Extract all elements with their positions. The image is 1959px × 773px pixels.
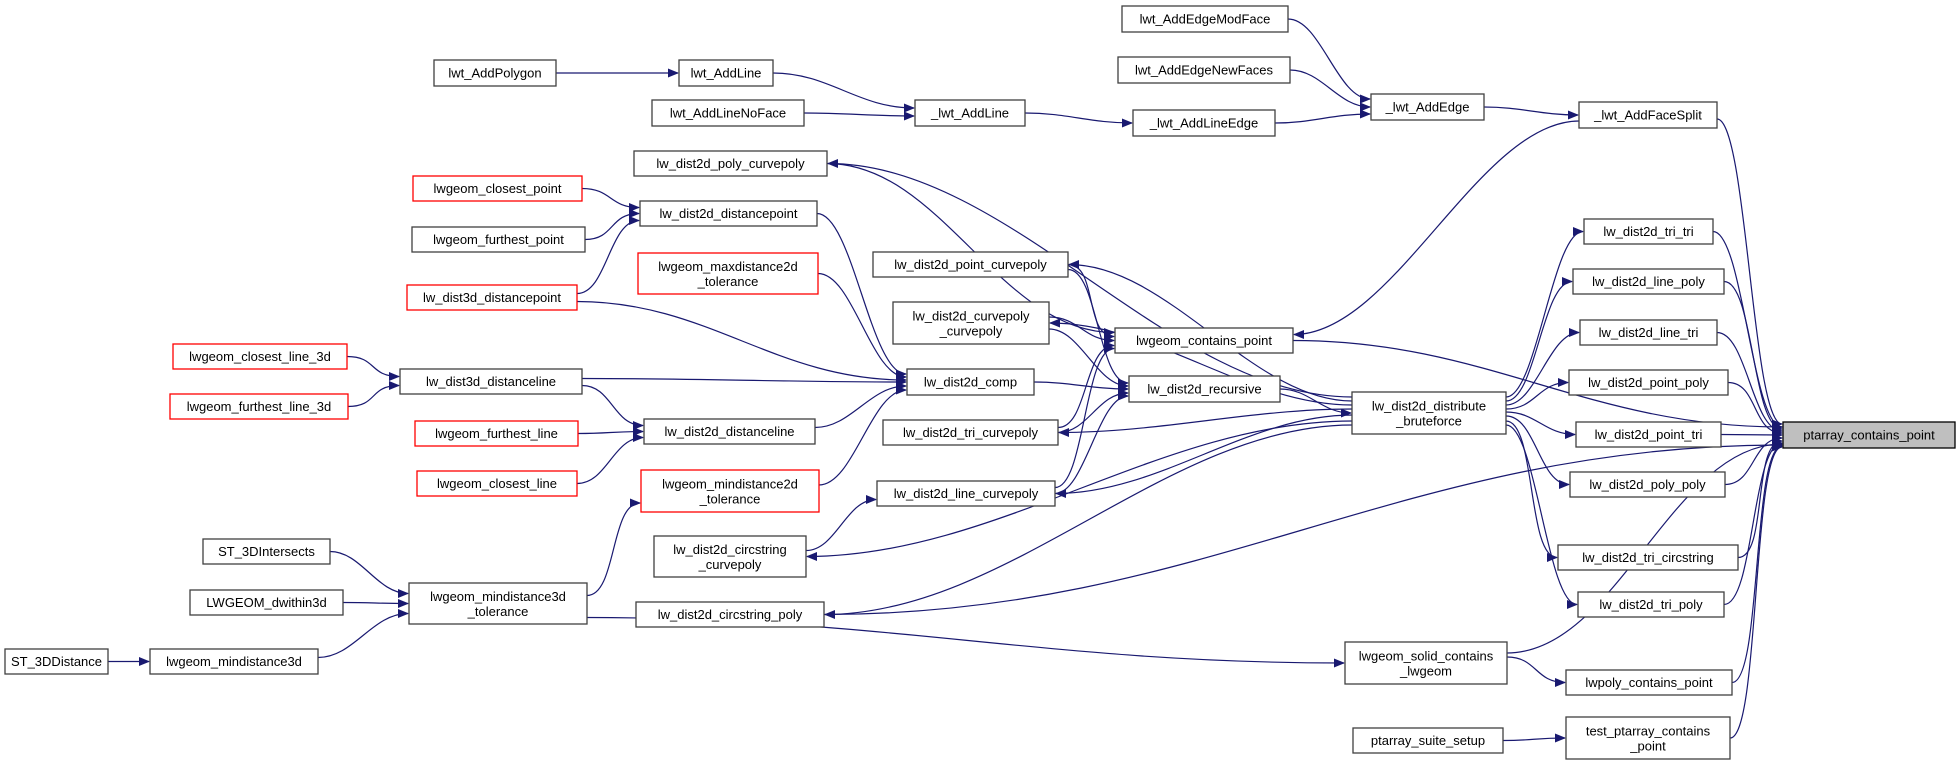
lw_dist3d_distancepoint-node[interactable] [407, 285, 577, 310]
lwgeom_mindistance3d_tolerance-label: lwgeom_mindistance3d _tolerance [430, 589, 566, 619]
edge-lwpoly_contains_point-to-ptarray_contains_point [1732, 446, 1782, 683]
test_ptarray_contains_point-label: test_ptarray_contains _point [1585, 723, 1711, 754]
lwgeom_mindistance3d-node[interactable] [150, 649, 318, 674]
LWGEOM_dwithin3d-node[interactable] [190, 590, 343, 615]
lw_dist3d_distancepoint-label: lw_dist3d_distancepoint [422, 290, 562, 305]
lw_dist2d_distancepoint-node[interactable] [640, 201, 817, 226]
ST_3DDistance-node[interactable] [5, 649, 108, 674]
_lwt_AddEdge-node[interactable] [1371, 94, 1484, 120]
lwgeom_contains_point-label: lwgeom_contains_point [1136, 333, 1272, 348]
edge-_lwt_AddLineEdge-to-_lwt_AddEdge [1275, 114, 1370, 123]
lwt_AddPolygon-node[interactable] [434, 60, 556, 86]
lw_dist2d_circstring_curvepoly-label: lw_dist2d_circstring _curvepoly [673, 542, 787, 572]
edge-lwgeom_furthest_line_3d-to-lw_dist3d_distanceline [348, 386, 399, 407]
edge-lw_dist2d_circstring_poly-to-ptarray_contains_point [824, 445, 1782, 615]
lw_dist2d_point_poly-label: lw_dist2d_point_poly [1588, 375, 1709, 390]
edge-_lwt_AddEdge-to-_lwt_AddFaceSplit [1484, 107, 1578, 115]
edge-lwgeom_solid_contains_lwgeom-to-lwpoly_contains_point [1507, 657, 1565, 683]
lwt_AddPolygon-label: lwt_AddPolygon [448, 65, 542, 81]
edge-lwgeom_closest_line-to-lw_dist2d_distanceline [577, 438, 643, 484]
test_ptarray_contains_point-node[interactable] [1566, 717, 1730, 759]
lw_dist2d_poly_poly-node[interactable] [1570, 472, 1725, 497]
lw_dist2d_recursive-node[interactable] [1129, 376, 1280, 402]
ST_3DIntersects-label: ST_3DIntersects [218, 544, 315, 559]
edge-lwgeom_closest_line_3d-to-lw_dist3d_distanceline [347, 357, 399, 377]
edge-lw_dist2d_distribute_bruteforce-to-lw_dist2d_tri_poly [1506, 425, 1577, 605]
ST_3DDistance-label: ST_3DDistance [10, 654, 103, 669]
lwgeom_mindistance2d_tolerance-node[interactable] [641, 470, 819, 512]
lwgeom_contains_point-node[interactable] [1115, 328, 1293, 353]
lw_dist2d_tri_circstring-label: lw_dist2d_tri_circstring [1582, 550, 1714, 565]
edge-lw_dist2d_distribute_bruteforce-to-lw_dist2d_poly_curvepoly [828, 164, 1352, 398]
_lwt_AddLine-node[interactable] [915, 100, 1025, 126]
_lwt_AddFaceSplit-node[interactable] [1579, 102, 1717, 128]
lw_dist2d_line_tri-node[interactable] [1580, 320, 1717, 345]
edge-lwt_AddLineNoFace-to-_lwt_AddLine [804, 113, 914, 116]
lwgeom_closest_line_3d-node[interactable] [173, 344, 347, 369]
lwgeom_maxdistance2d_tolerance-node[interactable] [638, 253, 818, 294]
lwt_AddEdgeNewFaces-node[interactable] [1118, 57, 1290, 83]
edge-lwgeom_closest_point-to-lw_dist2d_distancepoint [582, 189, 639, 208]
lw_dist2d_distribute_bruteforce-node[interactable] [1352, 392, 1506, 434]
edge-lw_dist3d_distancepoint-to-lw_dist2d_distancepoint [577, 221, 639, 294]
lwgeom_furthest_line_3d-node[interactable] [170, 394, 348, 419]
lwpoly_contains_point-node[interactable] [1566, 670, 1732, 695]
lwt_AddLine-node[interactable] [679, 60, 773, 86]
lw_dist2d_tri_poly-node[interactable] [1578, 592, 1724, 617]
lw_dist2d_point_tri-node[interactable] [1576, 422, 1721, 447]
LWGEOM_dwithin3d-label: LWGEOM_dwithin3d [206, 595, 327, 610]
lw_dist2d_point_curvepoly-label: lw_dist2d_point_curvepoly [894, 257, 1047, 272]
edge-lw_dist2d_tri_poly-to-ptarray_contains_point [1724, 443, 1782, 605]
lwt_AddEdgeNewFaces-label: lwt_AddEdgeNewFaces [1134, 62, 1274, 78]
lwgeom_mindistance2d_tolerance-label: lwgeom_mindistance2d _tolerance [662, 476, 798, 507]
edge-lwgeom_mindistance3d_tolerance-to-lwgeom_mindistance2d_tolerance [587, 503, 640, 596]
lw_dist2d_poly_poly-label: lw_dist2d_poly_poly [1589, 477, 1706, 492]
edge-lw_dist2d_comp-to-lw_dist2d_recursive [1034, 382, 1128, 389]
ptarray_suite_setup-label: ptarray_suite_setup [1370, 733, 1486, 748]
edge-lwt_AddEdgeNewFaces-to-_lwt_AddEdge [1290, 70, 1370, 107]
lw_dist2d_curvepoly_curvepoly-label: lw_dist2d_curvepoly _curvepoly [912, 308, 1030, 339]
lw_dist2d_tri_curvepoly-label: lw_dist2d_tri_curvepoly [902, 425, 1039, 440]
lw_dist2d_circstring_poly-label: lw_dist2d_circstring_poly [657, 607, 803, 622]
lwgeom_furthest_line-node[interactable] [415, 421, 578, 446]
ptarray_suite_setup-node[interactable] [1353, 728, 1503, 753]
lw_dist2d_recursive-label: lw_dist2d_recursive [1147, 381, 1262, 397]
lwgeom_closest_point-label: lwgeom_closest_point [433, 181, 562, 196]
edge-lw_dist2d_line_curvepoly-to-lw_dist2d_recursive [1055, 396, 1128, 494]
lw_dist2d_line_poly-node[interactable] [1573, 269, 1724, 294]
lw_dist2d_comp-node[interactable] [907, 369, 1034, 395]
lw_dist2d_circstring_curvepoly-node[interactable] [654, 536, 806, 577]
lwt_AddEdgeModFace-label: lwt_AddEdgeModFace [1139, 11, 1271, 27]
_lwt_AddLineEdge-node[interactable] [1133, 110, 1275, 136]
lw_dist2d_line_curvepoly-label: lw_dist2d_line_curvepoly [893, 486, 1039, 501]
lwgeom_solid_contains_lwgeom-node[interactable] [1345, 642, 1507, 684]
edge-_lwt_AddLine-to-_lwt_AddLineEdge [1025, 113, 1132, 123]
edge-lw_dist3d_distancepoint-to-lw_dist2d_comp [577, 302, 906, 381]
edge-lw_dist2d_distribute_bruteforce-to-lw_dist2d_point_tri [1506, 412, 1575, 435]
edge-lwgeom_furthest_point-to-lw_dist2d_distancepoint [585, 214, 639, 240]
edge-lw_dist2d_line_curvepoly-to-lwgeom_contains_point [1055, 349, 1114, 488]
ptarray_contains_point-node[interactable] [1783, 422, 1955, 448]
lwgeom_closest_line-node[interactable] [417, 471, 577, 496]
edge-_lwt_AddFaceSplit-to-lwgeom_contains_point [1294, 121, 1579, 335]
lw_dist2d_point_curvepoly-node[interactable] [873, 252, 1068, 277]
lw_dist2d_tri_tri-label: lw_dist2d_tri_tri [1603, 224, 1694, 239]
lwt_AddLineNoFace-label: lwt_AddLineNoFace [669, 105, 787, 121]
lw_dist2d_tri_tri-node[interactable] [1584, 219, 1713, 244]
lwt_AddLine-label: lwt_AddLine [690, 65, 762, 81]
lw_dist2d_poly_curvepoly-node[interactable] [634, 151, 827, 176]
lwgeom_solid_contains_lwgeom-label: lwgeom_solid_contains _lwgeom [1358, 648, 1494, 679]
lwgeom_furthest_point-label: lwgeom_furthest_point [433, 232, 564, 247]
_lwt_AddFaceSplit-label: _lwt_AddFaceSplit [1594, 107, 1702, 123]
edge-lwgeom_furthest_line-to-lw_dist2d_distanceline [578, 432, 643, 434]
edge-lw_dist2d_point_tri-to-ptarray_contains_point [1721, 435, 1782, 436]
lw_dist2d_distancepoint-label: lw_dist2d_distancepoint [659, 206, 798, 221]
ST_3DIntersects-node[interactable] [203, 539, 330, 564]
_lwt_AddLineEdge-label: _lwt_AddLineEdge [1149, 115, 1259, 131]
lw_dist2d_distribute_bruteforce-label: lw_dist2d_distribute _bruteforce [1371, 398, 1487, 429]
lw_dist2d_curvepoly_curvepoly-node[interactable] [893, 302, 1049, 344]
lw_dist2d_tri_poly-label: lw_dist2d_tri_poly [1599, 597, 1703, 612]
_lwt_AddLine-label: _lwt_AddLine [930, 105, 1010, 121]
lw_dist2d_comp-label: lw_dist2d_comp [923, 374, 1018, 390]
lw_dist3d_distanceline-label: lw_dist3d_distanceline [425, 374, 557, 389]
lw_dist2d_line_poly-label: lw_dist2d_line_poly [1592, 274, 1705, 289]
lwgeom_mindistance3d-label: lwgeom_mindistance3d [166, 654, 302, 669]
_lwt_AddEdge-label: _lwt_AddEdge [1385, 99, 1470, 115]
lw_dist2d_tri_circstring-node[interactable] [1558, 545, 1738, 570]
lwpoly_contains_point-label: lwpoly_contains_point [1585, 675, 1713, 690]
edge-LWGEOM_dwithin3d-to-lwgeom_mindistance3d_tolerance [343, 603, 408, 604]
edge-lw_dist2d_distancepoint-to-lw_dist2d_comp [817, 214, 906, 375]
edge-test_ptarray_contains_point-to-ptarray_contains_point [1730, 447, 1782, 738]
lw_dist3d_distanceline-node[interactable] [400, 369, 582, 394]
lw_dist2d_line_curvepoly-node[interactable] [877, 481, 1055, 506]
edge-lw_dist3d_distanceline-to-lw_dist2d_comp [582, 379, 906, 383]
edge-lw_dist2d_curvepoly_curvepoly-to-lwgeom_contains_point [1049, 317, 1114, 341]
edge-lwgeom_mindistance3d-to-lwgeom_mindistance3d_tolerance [318, 614, 408, 658]
lwgeom_closest_line_3d-label: lwgeom_closest_line_3d [189, 349, 331, 364]
lw_dist2d_circstring_poly-node[interactable] [636, 602, 824, 627]
lwgeom_furthest_line-label: lwgeom_furthest_line [435, 426, 558, 441]
lwgeom_furthest_line_3d-label: lwgeom_furthest_line_3d [186, 399, 332, 414]
lw_dist2d_distanceline-node[interactable] [644, 419, 815, 444]
edge-lw_dist2d_distribute_bruteforce-to-lw_dist2d_point_poly [1506, 383, 1568, 410]
edge-ptarray_suite_setup-to-test_ptarray_contains_point [1503, 738, 1565, 741]
lwgeom_mindistance3d_tolerance-node[interactable] [409, 583, 587, 624]
lw_dist2d_poly_curvepoly-label: lw_dist2d_poly_curvepoly [656, 156, 805, 171]
lwt_AddLineNoFace-node[interactable] [652, 100, 804, 126]
edge-lw_dist2d_tri_curvepoly-to-lw_dist2d_recursive [1058, 393, 1128, 433]
lw_dist2d_point_tri-label: lw_dist2d_point_tri [1594, 427, 1703, 442]
ptarray_contains_point-label: ptarray_contains_point [1803, 427, 1935, 443]
lwgeom_maxdistance2d_tolerance-label: lwgeom_maxdistance2d _tolerance [658, 259, 798, 289]
lw_dist2d_distanceline-label: lw_dist2d_distanceline [664, 424, 795, 439]
edge-lw_dist2d_distribute_bruteforce-to-lw_dist2d_tri_circstring [1506, 421, 1557, 558]
edge-ST_3DIntersects-to-lwgeom_mindistance3d_tolerance [330, 552, 408, 594]
lw_dist2d_line_tri-label: lw_dist2d_line_tri [1598, 325, 1699, 340]
lw_dist2d_point_poly-node[interactable] [1569, 370, 1728, 395]
edge-lw_dist3d_distanceline-to-lw_dist2d_distanceline [582, 386, 643, 426]
lwgeom_closest_line-label: lwgeom_closest_line [437, 476, 557, 491]
lwgeom_closest_point-node[interactable] [413, 176, 582, 201]
lwgeom_furthest_point-node[interactable] [412, 227, 585, 252]
lwt_AddEdgeModFace-node[interactable] [1122, 6, 1288, 32]
lw_dist2d_tri_curvepoly-node[interactable] [883, 420, 1058, 445]
